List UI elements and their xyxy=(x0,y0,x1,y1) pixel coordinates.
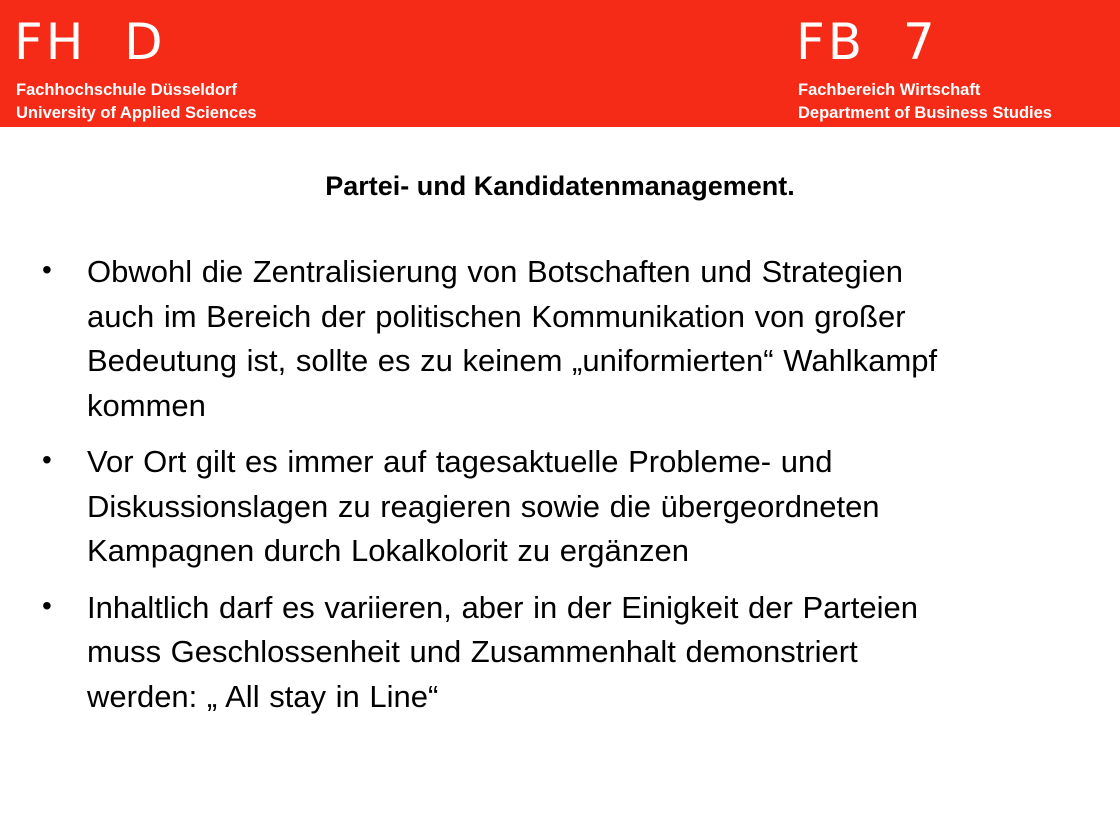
slide-title: Partei- und Kandidatenmanagement. xyxy=(325,171,795,201)
bullet-line: auch im Bereich der politischen Kommunikation von großer xyxy=(87,298,906,334)
bullet-item xyxy=(42,586,1117,720)
department-name-en: Department of Business Studies xyxy=(798,104,1052,122)
header-banner xyxy=(0,0,1120,127)
bullet-icon: • xyxy=(42,444,52,475)
bullet-icon: • xyxy=(42,254,52,285)
bullet-item xyxy=(42,250,1117,428)
bullet-line: Bedeutung ist, sollte es zu keinem „uniformierten“ Wahlkampf xyxy=(87,343,938,378)
bullet-line: Kampagnen durch Lokalkolorit zu ergänzen xyxy=(87,533,689,568)
fhd-logo: FH D xyxy=(14,13,166,71)
bullet-line: kommen xyxy=(87,387,206,423)
bullet-list xyxy=(42,250,1117,731)
bullet-line: Obwohl die Zentralisierung von Botschaften und Strategien xyxy=(87,254,903,289)
bullet-icon: • xyxy=(42,589,52,621)
bullet-line: Vor Ort gilt es immer auf tagesaktuelle Probleme- und xyxy=(87,444,833,479)
university-name-en: University of Applied Sciences xyxy=(16,104,257,122)
university-name-de: Fachhochschule Düsseldorf xyxy=(16,81,237,99)
bullet-line: Diskussionslagen zu reagieren sowie die übergeordneten xyxy=(87,488,880,524)
department-name-de: Fachbereich Wirtschaft xyxy=(798,81,981,99)
bullet-line: werden: „ All stay in Line“ xyxy=(87,678,439,714)
fb7-logo: FB 7 xyxy=(796,13,938,71)
bullet-item xyxy=(42,440,1117,574)
bullet-line: muss Geschlossenheit und Zusammenhalt demonstriert xyxy=(87,634,858,669)
bullet-line: Inhaltlich darf es variieren, aber in der Einigkeit der Parteien xyxy=(87,589,918,625)
